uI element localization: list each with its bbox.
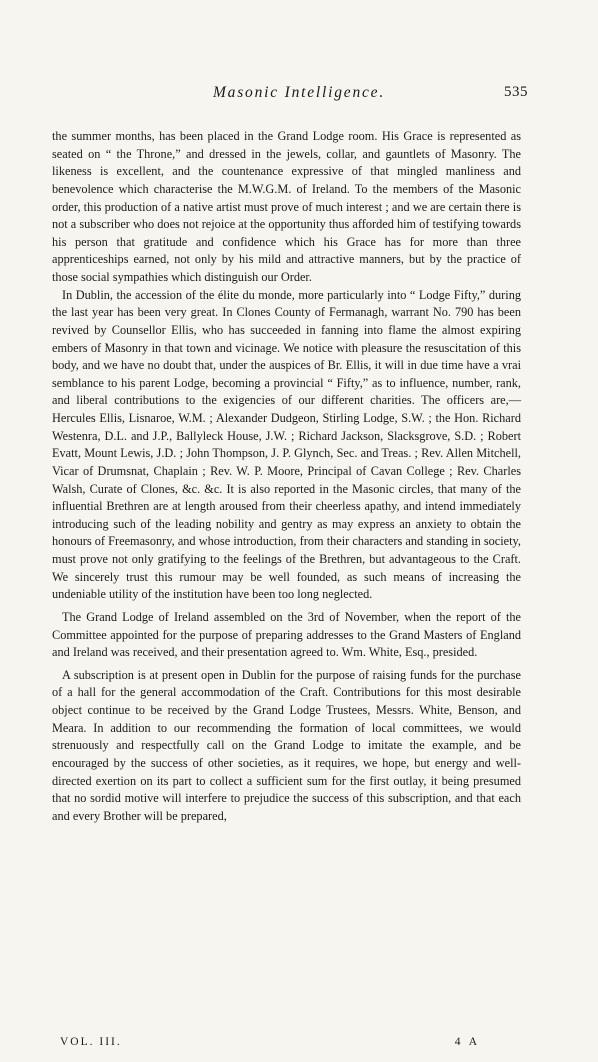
signature-mark: 4 A (454, 1036, 480, 1048)
paragraph-dublin-lodges: In Dublin, the accession of the élite du monde, more particularly into “ Lodge Fifty,” during the last year has been very great. In Clones County of Fermanagh, warrant No. 790 has been revived by Counsellor Ellis, who has succeeded in fanning into flame the almost expiring embers of Masonry in that town and vicinage. We notice with pleasure the resuscitation of this body, and we have no doubt that, under the auspices of Br. Ellis, it will in due time have a vrai semblance to his parent Lodge, becoming a provincial “ Fifty,” as to influence, number, rank, and liberal contributions to the exigencies of our different charities. The officers are,—Hercules Ellis, Lisnaroe, W.M. ; Alexander Dudgeon, Stirling Lodge, S.W. ; the Hon. Richard Westenra, D.L. and J.P., Ballyleck House, J.W. ; Richard Jackson, Slacksgrove, S.D. ; Robert Evatt, Mount Lewis, J.D. ; John Thompson, J. P. Glynch, Sec. and Treas. ; Rev. Allen Mitchell, Vicar of Drumsnat, Chaplain ; Rev. W. P. Moore, Principal of Cavan College ; Rev. Charles Walsh, Curate of Clones, &c. &c. It is also reported in the Masonic circles, that many of the influential Brethren are at length aroused from their cheerless apathy, and intend immediately introducing such of the leading nobility and gentry as may express an anxiety to obtain the honours of Freemasonry, and whose introduction, from their characters and standing in society, must prove not only gratifying to the feelings of the Brethren, but advantageous to the Craft. We sincerely trust this rumour may be well founded, as such means of increasing the undeniable utility of the institution have been too long neglected. (52, 287, 521, 602)
volume-mark: VOL. III. (60, 1036, 122, 1048)
running-header (0, 84, 598, 106)
paragraph-subscription: A subscription is at present open in Dublin for the purpose of raising funds for the purchase of a hall for the general accommodation of the Craft. Contributions for this most desirable object continue to be received by the Grand Lodge Trustees, Messrs. White, Benson, and Meara. In addition to our recommending the formation of local committees, we would strenuously and respectfully call on the Grand Lodge to imitate the example, and be encouraged by the success of other societies, as it requires, we hope, but energy and well-directed exertion on its part to collect a sufficient sum for the first outlay, it being presumed that no sordid motive will interfere to prejudice the success of this subscription, and that each and every Brother will be prepared, (52, 667, 521, 823)
running-title: Masonic Intelligence. (212, 84, 386, 101)
paragraph-portrait: the summer months, has been placed in the Grand Lodge room. His Grace is represented as seated on “ the Throne,” and dressed in the jewels, collar, and gauntlets of Masonry. The likeness is excellent, and the countenance expressive of that mingled manliness and benevolence which characterise the M.W.G.M. of Ireland. To the members of the Masonic order, this production of a native artist must prove of much interest ; and we are certain there is not a subscriber who does not rejoice at the opportunity thus afforded him of testifying towards his person that gratitude and confidence which his Grace has for more than three apprenticeships earned, not only by his mild and attractive manners, but by the practice of those social sympathies which distinguish our Order. (52, 129, 521, 284)
article-body (52, 128, 521, 825)
page-footer (60, 1036, 480, 1054)
paragraph-grand-lodge-meeting: The Grand Lodge of Ireland assembled on the 3rd of November, when the report of the Committee appointed for the purpose of preparing addresses to the Grand Masters of England and Ireland was received, and their presentation agreed to. Wm. White, Esq., presided. (52, 609, 521, 660)
page-number: 535 (504, 84, 528, 100)
